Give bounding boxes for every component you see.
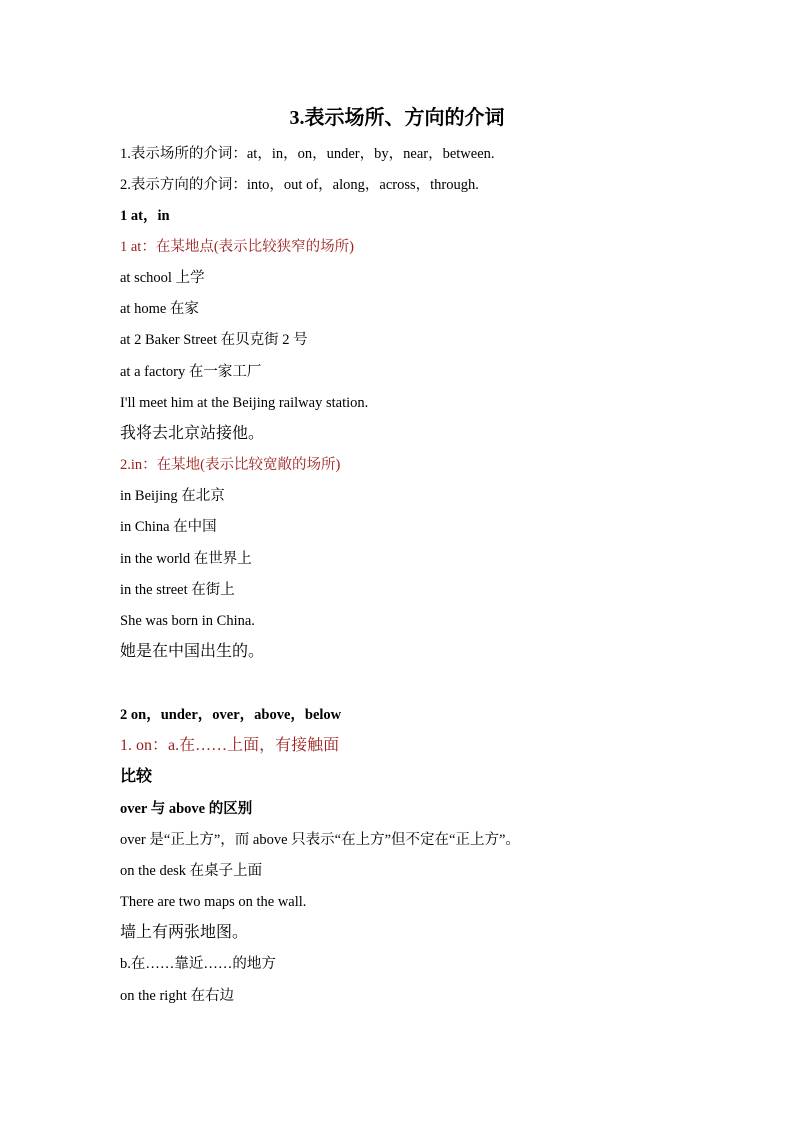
text-line: 1. on：a.在……上面，有接触面 (120, 737, 340, 754)
text-line: I'll meet him at the Beijing railway station. (120, 395, 369, 411)
page-title: 3.表示场所、方向的介词 (289, 107, 505, 129)
text-line: 2.表示方向的介词：into，out of，along，across，through. (120, 177, 479, 193)
text-line: at 2 Baker Street 在贝克街 2 号 (120, 332, 308, 348)
text-line: 墙上有两张地图。 (120, 924, 249, 941)
text-line: 1 at：在某地点(表示比较狭窄的场所) (120, 239, 354, 255)
text-line: in the street 在街上 (120, 582, 235, 598)
text-line: in Beijing 在北京 (120, 488, 225, 504)
text-line: at school 上学 (120, 270, 205, 286)
text-line: 1.表示场所的介词：at，in，on，under，by，near，between. (120, 146, 495, 162)
text-line: 1 at，in (120, 208, 170, 224)
text-line: 她是在中国出生的。 (120, 643, 265, 660)
text-line: 2.in：在某地(表示比较宽敞的场所) (120, 457, 341, 473)
text-line: There are two maps on the wall. (120, 894, 307, 910)
text-line: in the world 在世界上 (120, 551, 252, 567)
text-line: She was born in China. (120, 613, 255, 629)
text-line: in China 在中国 (120, 519, 217, 535)
text-line: on the desk 在桌子上面 (120, 863, 263, 879)
text-line: at a factory 在一家工厂 (120, 364, 262, 380)
text-line: over 与 above 的区别 (120, 801, 253, 817)
text-line: on the right 在右边 (120, 988, 234, 1004)
text-line: 2 on，under，over，above，below (120, 707, 342, 723)
text-line: over 是“正上方”，而 above 只表示“在上方”但不定在“正上方”。 (120, 832, 520, 848)
text-line: b.在……靠近……的地方 (120, 956, 276, 972)
text-line: at home 在家 (120, 301, 199, 317)
text-line: 比较 (120, 768, 153, 785)
text-line: 我将去北京站接他。 (120, 425, 265, 442)
